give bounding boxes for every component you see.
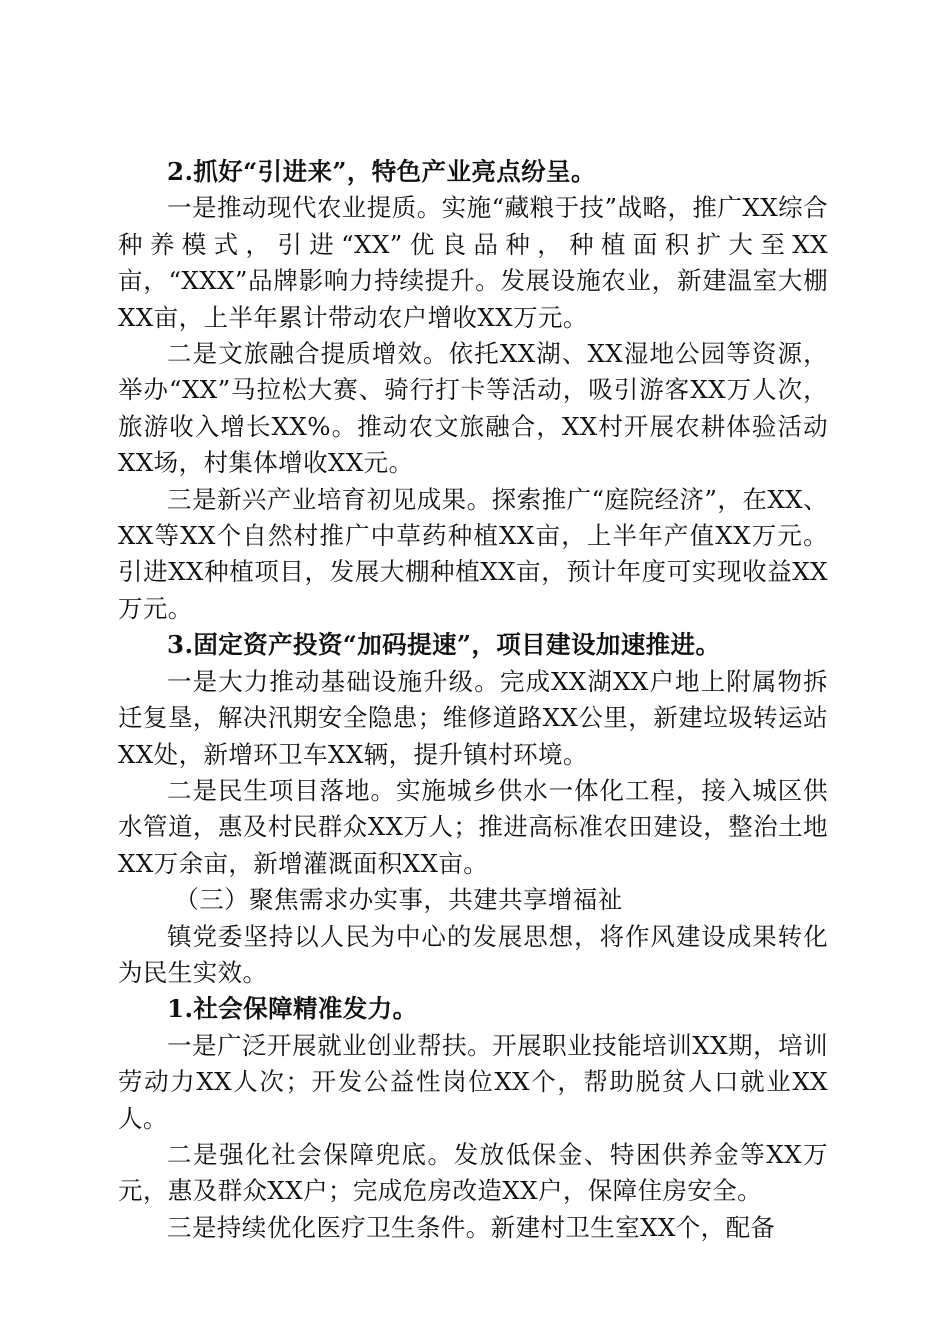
paragraph-infrastructure: 一是大力推动基础设施升级。完成XX湖XX户地上附属物拆迁复垦，解决汛期安全隐患；维修道路XX公里，新建垃圾转运站XX处，新增环卫车XX辆，提升镇村环境。 — [118, 666, 828, 769]
heading-featured-industries: 2.抓好“引进来”，特色产业亮点纷呈。 — [167, 157, 596, 186]
paragraph-culture-tourism: 二是文旅融合提质增效。依托XX湖、XX湿地公园等资源，举办“XX”马拉松大赛、骑行打卡等活动，吸引游客XX万人次，旅游收入增长XX%。推动农文旅融合，XX村开展农耕体验活动XX场，村集体增收XX元。 — [118, 339, 828, 478]
subsection-heading-public-welfare: （三）聚焦需求办实事，共建共享增福祉 — [174, 885, 623, 915]
paragraph-emerging-industries: 三是新兴产业培育初见成果。探索推广“庭院经济”，在XX、XX等XX个自然村推广中草药种植XX亩，上半年产值XX万元。引进XX种植项目，发展大棚种植XX亩，预计年度可实现收益XX万元。 — [118, 484, 828, 623]
paragraph-social-safety-net: 二是强化社会保障兜底。发放低保金、特困供养金等XX万元，惠及群众XX户；完成危房改造XX户，保障住房安全。 — [118, 1139, 828, 1206]
paragraph-modern-agriculture: 一是推动现代农业提质。实施“藏粮于技”战略，推广XX综合种养模式，引进“XX”优良品种，种植面积扩大至XX亩，“XXX”品牌影响力持续提升。发展设施农业，新建温室大棚XX亩，上半年累计带动农户增收XX万元。 — [118, 193, 828, 332]
paragraph-people-centered: 镇党委坚持以人民为中心的发展思想，将作风建设成果转化为民生实效。 — [118, 921, 828, 987]
document-page — [118, 154, 828, 1246]
paragraph-livelihood-projects: 二是民生项目落地。实施城乡供水一体化工程，接入城区供水管道，惠及村民群众XX万人；推进高标准农田建设，整治土地XX万余亩，新增灌溉面积XX亩。 — [118, 775, 828, 878]
heading-fixed-asset-investment: 3.固定资产投资“加码提速”，项目建设加速推进。 — [167, 630, 721, 660]
paragraph-employment-support: 一是广泛开展就业创业帮扶。开展职业技能培训XX期，培训劳动力XX人次；开发公益性岗位XX个，帮助脱贫人口就业XX人。 — [118, 1030, 828, 1133]
paragraph-medical-care: 三是持续优化医疗卫生条件。新建村卫生室XX个，配备 — [167, 1212, 776, 1242]
heading-social-security: 1.社会保障精准发力。 — [167, 994, 418, 1024]
